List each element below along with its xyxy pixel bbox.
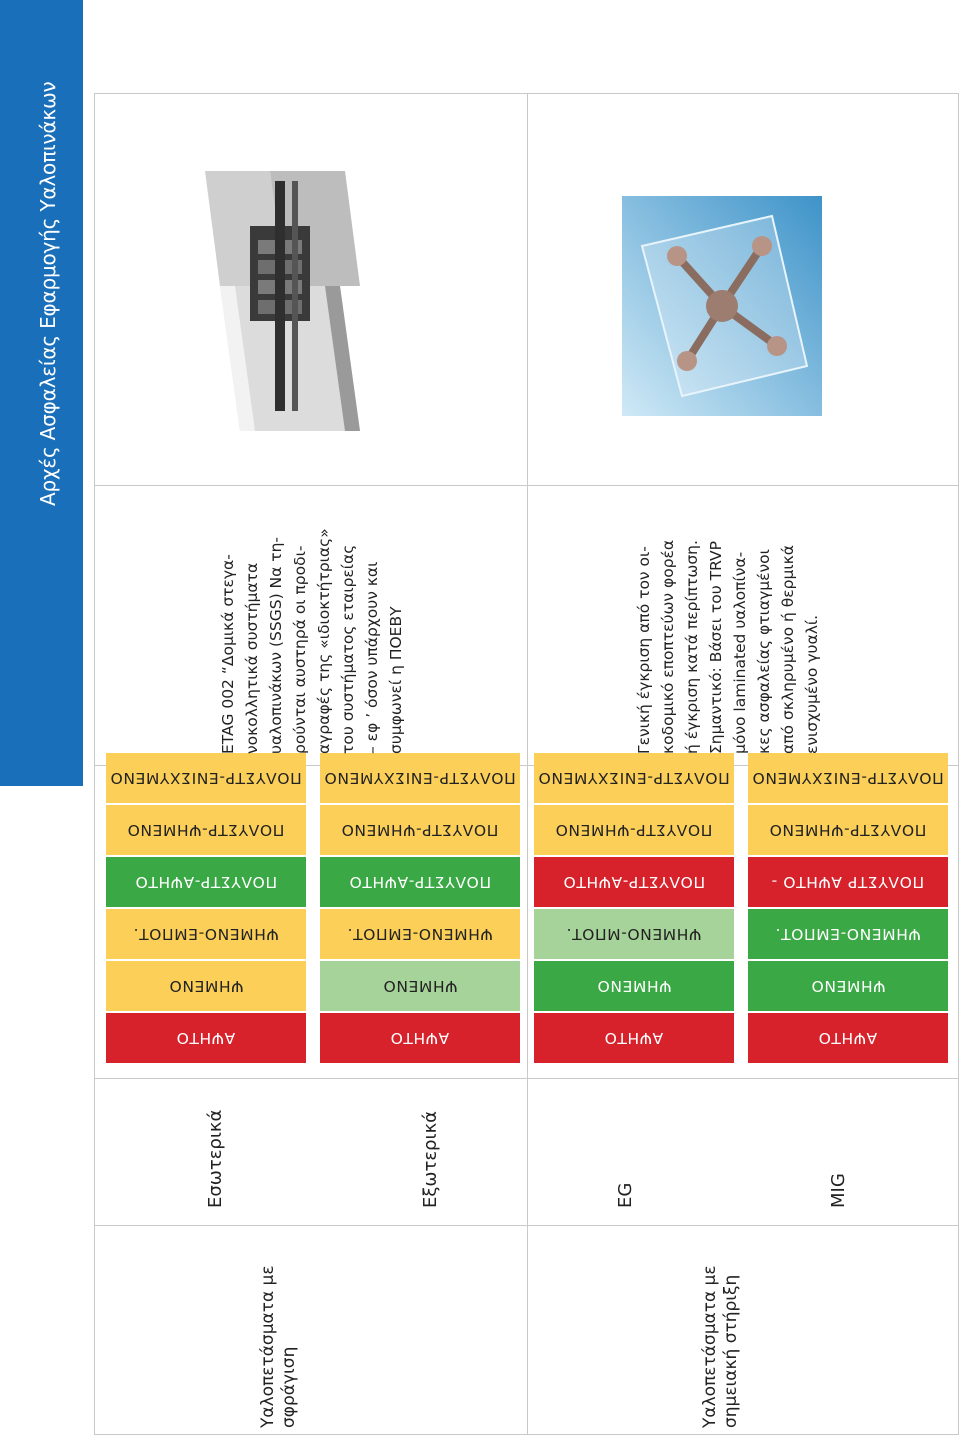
rating-cell	[320, 753, 520, 803]
rating-cell	[534, 909, 734, 959]
rating-cell	[106, 909, 306, 959]
group-label-point-fixed: Υαλοπετάσματα με σημειακή στήριξη	[700, 1265, 742, 1428]
rating-label: ΠΟΛΥΣΤΡ-ΕΝΙΣΧΥΜΕΝΟ	[538, 769, 730, 787]
rating-cell	[534, 857, 734, 907]
rating-label: ΠΟΛΥΣΤΡ-ΨΗΜΕΝΟ	[769, 821, 927, 839]
rating-label: ΨΗΜΕΝΟ-ΕΜΠΟΤ.	[775, 925, 921, 943]
rating-cell	[320, 857, 520, 907]
rating-label: ΠΟΛΥΣΤΡ-ΕΝΙΣΧΥΜΕΝΟ	[324, 769, 516, 787]
note-line: αγραφές της «ιδιοκτήτριας»	[315, 528, 333, 754]
rating-cell	[534, 961, 734, 1011]
rating-label: ΨΗΜΕΝΟ-ΕΜΠΟΤ.	[133, 925, 279, 943]
rating-label: ΨΗΜΕΝΟ	[810, 977, 886, 995]
rating-cell	[106, 753, 306, 803]
note-point-fixed	[632, 486, 824, 754]
rating-cell	[748, 753, 948, 803]
rating-cell	[320, 805, 520, 855]
rating-cell	[320, 909, 520, 959]
rating-label: ΑΨΗΤΟ	[390, 1029, 450, 1047]
spider-fitting-glass-photo	[622, 196, 822, 416]
rating-cell	[106, 857, 306, 907]
rating-label: ΑΨΗΤΟ	[604, 1029, 664, 1047]
rating-label: ΑΨΗΤΟ	[818, 1029, 878, 1047]
application-label: EG	[615, 1182, 636, 1208]
rating-label: ΠΟΛΥΣΤΡ-ΨΗΜΕΝΟ	[555, 821, 713, 839]
rating-cell	[748, 1013, 948, 1063]
rating-label: ΠΟΛΥΣΤΡ-ΨΗΜΕΝΟ	[127, 821, 285, 839]
rating-label: ΠΟΛΥΣΤΡ-ΨΗΜΕΝΟ	[341, 821, 499, 839]
rating-label: ΠΟΛΥΣΤΡ-ΑΨΗΤΟ	[348, 873, 492, 891]
rating-cell	[748, 857, 948, 907]
rating-label: ΨΗΜΕΝΟ	[168, 977, 244, 995]
rating-cell	[748, 961, 948, 1011]
rating-cell	[534, 1013, 734, 1063]
note-line: ETAG 002 “Δομικά στεγα-	[219, 554, 237, 754]
note-line: υαλοπινάκων (SSGS) Να τη-	[267, 536, 285, 754]
rating-cell	[106, 961, 306, 1011]
rating-label: ΨΗΜΕΝΟ-ΜΠΟΤ.	[566, 925, 702, 943]
note-sealed	[216, 486, 408, 754]
note-line: από σκληρυμένο ή θερμικά	[779, 545, 797, 754]
rating-label: ΠΟΛΥΣΤΡ-ΑΨΗΤΟ	[562, 873, 706, 891]
note-line: συμφωνεί η ΠΟΕΒΥ	[387, 606, 405, 754]
rating-cell	[748, 909, 948, 959]
rating-cell	[534, 753, 734, 803]
note-line: μόνο laminated υαλοπίνα-	[731, 551, 749, 754]
rating-cell	[106, 805, 306, 855]
application-label: MIG	[828, 1173, 849, 1208]
note-line: ενισχυμένο γυαλί.	[803, 614, 821, 754]
note-line: Γενική έγκριση από τον οι-	[635, 546, 653, 754]
rating-cell	[320, 961, 520, 1011]
rating-label: ΨΗΜΕΝΟ	[382, 977, 458, 995]
rating-cell	[748, 805, 948, 855]
rating-label: ΠΟΛΥΣΤΡ-ΑΨΗΤΟ	[134, 873, 278, 891]
rating-label: ΠΟΛΥΣΤΡ-ΕΝΙΣΧΥΜΕΝΟ	[752, 769, 944, 787]
group-label-sealed: Υαλοπετάσματα με σφράγιση	[258, 1265, 300, 1428]
rating-label: ΨΗΜΕΝΟ	[596, 977, 672, 995]
note-line: ρούνται αυστηρά οι προδι-	[291, 545, 309, 754]
page-number: 18	[20, 739, 60, 783]
rating-cell	[320, 1013, 520, 1063]
application-label: Εσωτερικά	[205, 1109, 226, 1208]
note-line: – εφ ’ όσον υπάρχουν και	[363, 561, 381, 754]
rating-label: ΨΗΜΕΝΟ-ΕΜΠΟΤ.	[347, 925, 493, 943]
note-line: κοδομικό εποπτεύων φορέα	[659, 539, 677, 754]
note-line: του συστήματος εταιρείας	[339, 544, 357, 754]
note-line: Σημαντικό: Βάσει του TRVP	[707, 541, 725, 754]
rating-label: ΠΟΛΥΣΤΡ-ΕΝΙΣΧΥΜΕΝΟ	[110, 769, 302, 787]
note-line: ή έγκριση κατά περίπτωση.	[683, 540, 701, 754]
application-label: Εξωτερικά	[420, 1110, 441, 1208]
rating-label: ΑΨΗΤΟ	[176, 1029, 236, 1047]
group-divider	[527, 93, 528, 1435]
note-line: νοκολλητικά συστήματα	[243, 562, 261, 754]
rating-label: ΠΟΛΥΣΤΡ ΑΨΗΤΟ -	[771, 873, 925, 891]
structural-glazing-profile-photo	[180, 166, 390, 436]
rating-cell	[534, 805, 734, 855]
rating-cell	[106, 1013, 306, 1063]
page-title: Αρχές Ασφαλείας Εφαρμογής Υαλοπινάκων	[36, 81, 60, 506]
note-line: κες ασφαλείας φτιαγμένοι	[755, 549, 773, 754]
